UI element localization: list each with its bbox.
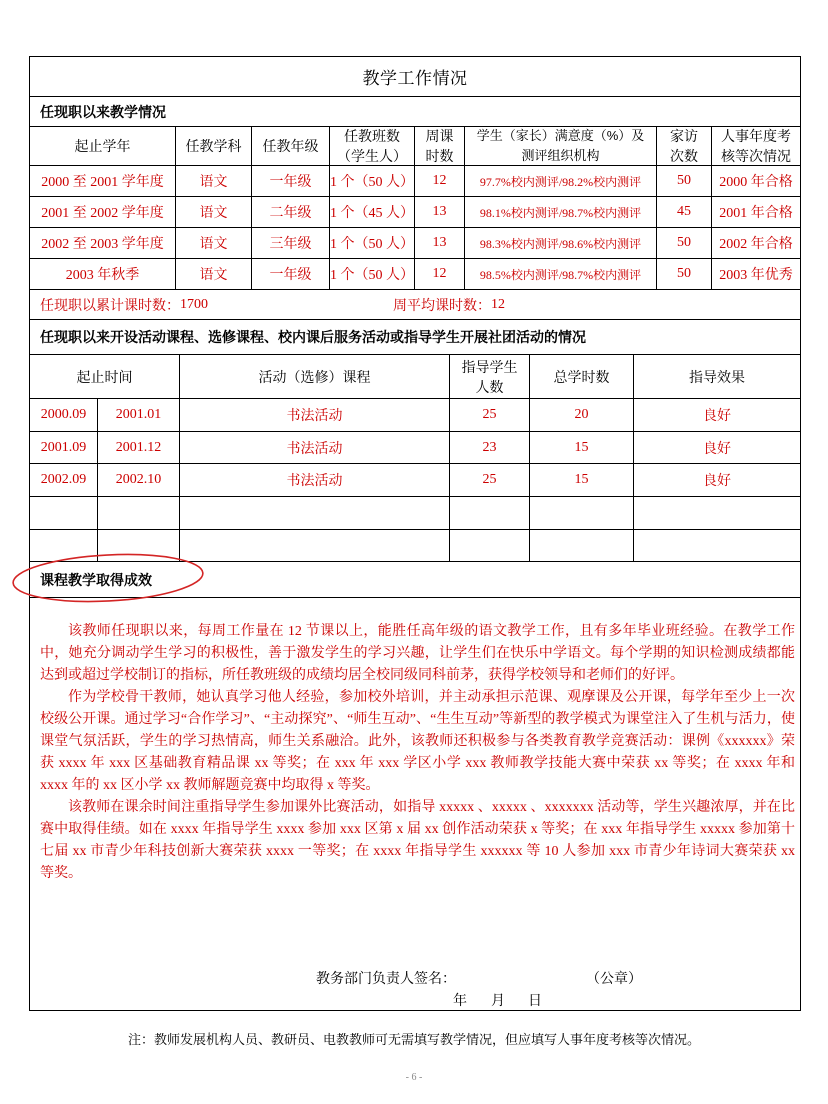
empty-cell xyxy=(634,530,800,561)
activity-course-cell: 书法活动 xyxy=(180,399,450,431)
result-cell: 良好 xyxy=(703,409,731,424)
header-line: 活动（选修）课程 xyxy=(258,368,371,385)
achievement-paragraphs xyxy=(40,621,795,885)
activity-table-header xyxy=(30,355,800,399)
totals-cell xyxy=(30,290,800,319)
header-satisfaction xyxy=(465,127,657,165)
empty-cell xyxy=(530,530,634,561)
class-count-cell: 1 个（45 人） xyxy=(330,197,415,227)
empty-cell xyxy=(450,530,530,561)
header-year-range xyxy=(30,127,176,165)
achievement-section-title: 课程教学取得成效 xyxy=(40,571,152,588)
header-line: 任教学科 xyxy=(185,138,242,154)
weekly-hours-cell: 13 xyxy=(415,197,465,227)
header-line: 人数 xyxy=(475,378,504,395)
appraisal-cell: 2003 年优秀 xyxy=(719,268,793,283)
header-line: 学生（家长）满意度（%）及 xyxy=(476,128,645,143)
activity-table-row xyxy=(30,464,800,497)
header-line: 任教班数 xyxy=(344,128,400,144)
subject-cell: 语文 xyxy=(176,259,252,289)
footnote: 注：教师发展机构人员、教研员、电教教师可无需填写教学情况，但应填写人事年度考核等次情况。 xyxy=(127,1032,700,1047)
header-weekly-hours xyxy=(415,127,465,165)
student-count-cell: 23 xyxy=(450,432,530,463)
total-hours-cell: 15 xyxy=(530,464,634,496)
achievement-paragraph: 该教师任现职以来，每周工作量在 12 节课以上，能胜任高年级的语文教学工作，且有多年毕业班经验。在教学工作中，她充分调动学生学习的积极性，善于激发学生的学习兴趣，让学生们在快乐中学语文。每个学期的知识检测成绩都能达到或超过学校制订的指标，所任教班级的成绩均居全校同级同科前茅，获得学校领导和老师们的好评。 xyxy=(40,624,795,683)
header-line: 测评组织机构 xyxy=(521,148,600,163)
header-line: 总学时数 xyxy=(553,368,610,385)
header-annual-appraisal xyxy=(712,127,800,165)
home-visit-cell: 45 xyxy=(657,197,712,227)
total-hours-cell: 20 xyxy=(530,399,634,431)
date-year-label: 年 xyxy=(453,992,467,1008)
start-date-cell: 2002.09 xyxy=(30,464,98,496)
header-period xyxy=(30,355,180,398)
achievement-body-row xyxy=(30,598,800,1010)
total-hours-value: 1700 xyxy=(180,296,208,312)
satisfaction-cell: 98.1%校内测评/98.7%校内测评 xyxy=(465,197,657,227)
teaching-table-header xyxy=(30,127,800,166)
teaching-table-row xyxy=(30,259,800,290)
header-line: 指导效果 xyxy=(689,368,745,385)
year-range-cell: 2001 至 2002 学年度 xyxy=(30,197,176,227)
total-hours-label: 任现职以累计课时数： xyxy=(40,296,180,313)
header-home-visits xyxy=(657,127,712,165)
header-guidance-result xyxy=(634,355,800,398)
header-line: 起止学年 xyxy=(74,138,131,154)
empty-cell xyxy=(450,497,530,529)
header-line: 周课 xyxy=(425,128,454,144)
year-range-cell: 2000 至 2001 学年度 xyxy=(30,166,176,196)
activity-empty-row xyxy=(30,497,800,530)
grade-cell: 一年级 xyxy=(252,166,330,196)
header-line: 核等次情况 xyxy=(721,148,791,164)
header-line: （学生人） xyxy=(337,148,407,164)
subject-cell: 语文 xyxy=(176,228,252,258)
student-count-cell: 25 xyxy=(450,464,530,496)
form-title: 教学工作情况 xyxy=(362,69,468,88)
header-line: 时数 xyxy=(425,148,454,164)
teaching-section-title: 任现职以来教学情况 xyxy=(40,103,166,120)
subject-cell: 语文 xyxy=(176,166,252,196)
class-count-cell: 1 个（50 人） xyxy=(330,166,415,196)
home-visit-cell: 50 xyxy=(657,166,712,196)
empty-cell xyxy=(180,497,450,529)
total-hours xyxy=(40,290,208,319)
weekly-average-value: 12 xyxy=(491,296,505,312)
form-title-row xyxy=(30,57,800,97)
achievement-paragraph: 该教师在课余时间注重指导学生参加课外比赛活动，如指导 xxxxx 、xxxxx 、xxxxxxx 活动等，学生兴趣浓厚，并在比赛中取得佳绩。如在 xxxx 年指导学生 xxxx 参加 xxx 区第 x 届 xx 创作活动荣获 x 等奖；在 xxx 年指导学生 xxxxx 参加第十七届 xx 市青少年科技创新大赛荣获 xxxx 一等奖；在 xxxx 年指导学生 xxxxxx 等 10 人参加 xxx 市青少年诗词大赛荣获 xx 等奖。 xyxy=(40,800,795,881)
grade-cell: 三年级 xyxy=(252,228,330,258)
activity-table-row xyxy=(30,399,800,432)
header-student-count xyxy=(450,355,530,398)
grade-cell: 二年级 xyxy=(252,197,330,227)
end-date-cell: 2002.10 xyxy=(98,464,180,496)
result-cell: 良好 xyxy=(703,474,731,489)
class-count-cell: 1 个（50 人） xyxy=(330,259,415,289)
weekly-hours-cell: 13 xyxy=(415,228,465,258)
appraisal-cell: 2002 年合格 xyxy=(719,237,793,252)
page-number: - 6 - xyxy=(405,1072,423,1083)
date-day-label: 日 xyxy=(528,992,542,1008)
signature-label: 教务部门负责人签名： xyxy=(316,970,456,986)
satisfaction-cell: 98.3%校内测评/98.6%校内测评 xyxy=(465,228,657,258)
empty-cell xyxy=(30,497,98,529)
activity-section-cell xyxy=(30,320,800,354)
start-date-cell: 2001.09 xyxy=(30,432,98,463)
empty-cell xyxy=(180,530,450,561)
year-range-cell: 2002 至 2003 学年度 xyxy=(30,228,176,258)
activity-section-title: 任现职以来开设活动课程、选修课程、校内课后服务活动或指导学生开展社团活动的情况 xyxy=(40,329,586,345)
appraisal-cell: 2001 年合格 xyxy=(719,206,793,221)
header-subject xyxy=(176,127,252,165)
header-grade xyxy=(252,127,330,165)
weekly-average xyxy=(393,290,505,319)
red-circle-annotation xyxy=(8,550,208,606)
empty-cell xyxy=(98,497,180,529)
achievement-paragraph: 作为学校骨干教师，她认真学习他人经验，参加校外培训，并主动承担示范课、观摩课及公开课，每学年至少上一次校级公开课。通过学习“合作学习”、“主动探究”、“师生互动”、“生生互动”等新型的教学模式为课堂注入了生机与活力，使课堂气氛活跃，学生的学习热情高，师生关系融洽。此外，该教师还积极参与各类教育教学竞赛活动：课例《xxxxxx》荣获 xxxx 年 xxx 区基础教育精品课 xx 等奖；在 xxx 年 xxx 学区小学 xxx 教师教学技能大赛中荣获 xx 等奖；在 xxxx 年和 xxxx 年的 xx 区小学 xx 教师解题竞赛中均取得 x 等奖。 xyxy=(40,690,795,793)
header-line: 次数 xyxy=(670,148,698,164)
header-line: 家访 xyxy=(670,128,698,144)
header-activity-course xyxy=(180,355,450,398)
teaching-totals-row xyxy=(30,290,800,320)
end-date-cell: 2001.01 xyxy=(98,399,180,431)
weekly-hours-cell: 12 xyxy=(415,166,465,196)
grade-cell: 一年级 xyxy=(252,259,330,289)
date-month-label: 月 xyxy=(491,992,505,1008)
activity-course-cell: 书法活动 xyxy=(180,464,450,496)
satisfaction-cell: 98.5%校内测评/98.7%校内测评 xyxy=(465,259,657,289)
start-date-cell: 2000.09 xyxy=(30,399,98,431)
appraisal-cell: 2000 年合格 xyxy=(719,175,793,190)
satisfaction-cell: 97.7%校内测评/98.2%校内测评 xyxy=(465,166,657,196)
teaching-section-cell xyxy=(30,97,800,126)
header-total-hours xyxy=(530,355,634,398)
header-line: 人事年度考 xyxy=(721,128,791,144)
empty-cell xyxy=(634,497,800,529)
teaching-table-row xyxy=(30,166,800,197)
activity-section-header xyxy=(30,320,800,355)
teaching-section-header xyxy=(30,97,800,127)
teaching-table-row xyxy=(30,197,800,228)
header-class-count xyxy=(330,127,415,165)
header-line: 任教年级 xyxy=(262,138,319,154)
teaching-table-row xyxy=(30,228,800,259)
home-visit-cell: 50 xyxy=(657,259,712,289)
weekly-average-label: 周平均课时数： xyxy=(393,296,491,313)
student-count-cell: 25 xyxy=(450,399,530,431)
result-cell: 良好 xyxy=(703,441,731,457)
annotation-ellipse xyxy=(12,550,204,606)
activity-table-row xyxy=(30,432,800,464)
end-date-cell: 2001.12 xyxy=(98,432,180,463)
empty-cell xyxy=(530,497,634,529)
teaching-work-form xyxy=(29,56,801,1011)
home-visit-cell: 50 xyxy=(657,228,712,258)
header-line: 起止时间 xyxy=(76,368,133,385)
class-count-cell: 1 个（50 人） xyxy=(330,228,415,258)
achievement-body xyxy=(30,598,800,1010)
official-seal-label: （公章） xyxy=(586,970,642,986)
weekly-hours-cell: 12 xyxy=(415,259,465,289)
activity-course-cell: 书法活动 xyxy=(180,432,450,463)
total-hours-cell: 15 xyxy=(530,432,634,463)
header-line: 指导学生 xyxy=(461,358,518,375)
year-range-cell: 2003 年秋季 xyxy=(30,259,176,289)
subject-cell: 语文 xyxy=(176,197,252,227)
